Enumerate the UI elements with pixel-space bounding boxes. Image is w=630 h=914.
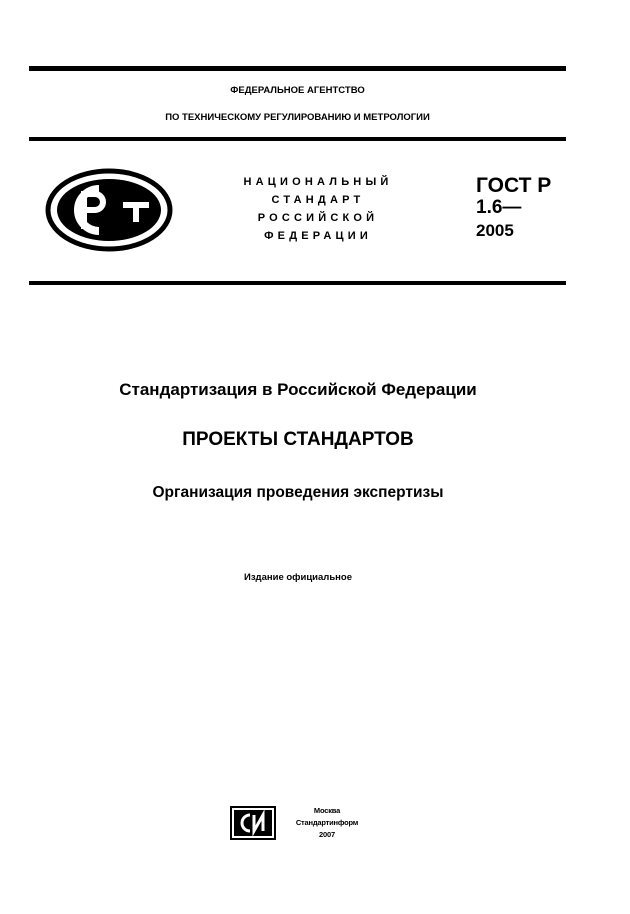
publisher-year: 2007 <box>319 830 335 839</box>
national-line-4: ФЕДЕРАЦИИ <box>264 230 372 242</box>
national-line-1: НАЦИОНАЛЬНЫЙ <box>243 176 393 188</box>
gost-designation-line-3: 2005 <box>476 221 514 240</box>
agency-line-2: ПО ТЕХНИЧЕСКОМУ РЕГУЛИРОВАНИЮ И МЕТРОЛОГИИ <box>165 112 430 123</box>
national-line-3: РОССИЙСКОЙ <box>257 212 379 224</box>
publisher-name: Стандартинформ <box>295 818 359 827</box>
top-rule <box>29 66 566 71</box>
agency-line-1: ФЕДЕРАЛЬНОЕ АГЕНТСТВО <box>230 85 365 96</box>
gost-designation-line-2: 1.6— <box>476 197 522 218</box>
edition-note: Издание официальное <box>244 572 352 583</box>
national-line-2: СТАНДАРТ <box>271 194 365 206</box>
standartinform-logo-icon <box>230 806 276 840</box>
main-title: ПРОЕКТЫ СТАНДАРТОВ <box>182 429 414 450</box>
rst-certification-mark-icon <box>45 168 173 252</box>
middle-rule <box>29 137 566 141</box>
series-title: Стандартизация в Российской Федерации <box>119 380 477 399</box>
publisher-city: Москва <box>313 806 341 815</box>
subtitle: Организация проведения экспертизы <box>152 484 444 501</box>
bottom-rule <box>29 281 566 285</box>
gost-designation-line-1: ГОСТ Р <box>476 174 552 197</box>
